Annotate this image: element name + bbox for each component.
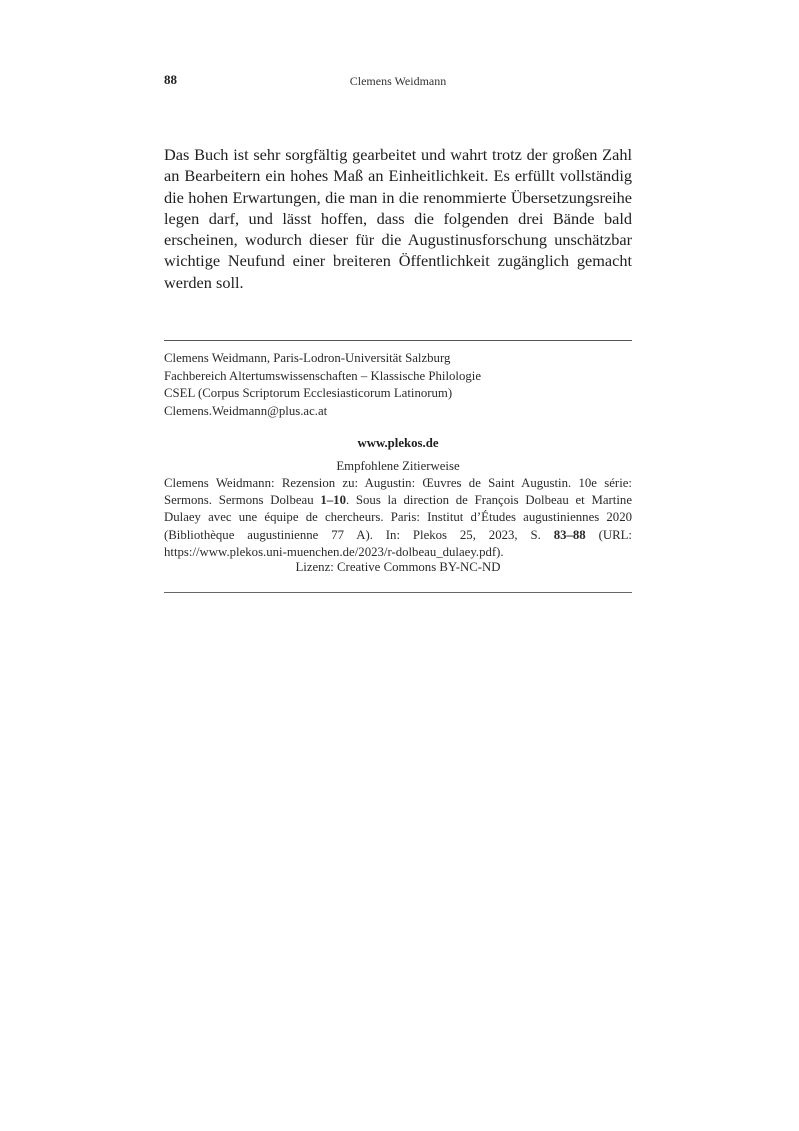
citation-part-3[interactable]: (URL: https://www.plekos.uni-muenchen.de/2023/r-dolbeau_dulaey.pdf). <box>164 527 632 559</box>
separator-top <box>164 340 632 341</box>
affiliation-email[interactable]: Clemens.Weidmann@plus.ac.at <box>164 403 328 418</box>
site-link[interactable]: www.plekos.de <box>357 436 439 450</box>
citation-text <box>164 475 632 561</box>
affiliation-department: Fachbereich Altertumswissenschaften – Klassische Philologie <box>164 368 482 383</box>
running-head: Clemens Weidmann <box>349 74 447 88</box>
affiliation-name: Clemens Weidmann, Paris-Lodron-Universität Salzburg <box>164 351 451 365</box>
affiliation-project: CSEL (Corpus Scriptorum Ecclesiasticorum Latinorum) <box>164 386 453 400</box>
license-text: Lizenz: Creative Commons BY-NC-ND <box>295 560 501 574</box>
citation-part-1: Clemens Weidmann: Rezension zu: Augustin: Œuvres de Saint Augustin. 10e série: Sermons. Sermons Dolbeau <box>164 476 632 508</box>
author-affiliation <box>164 350 632 420</box>
citation-sermon-range: 1–10 <box>320 493 346 508</box>
citation-heading: Empfohlene Zitierweise <box>336 459 460 473</box>
separator-bottom <box>164 592 632 593</box>
body-paragraph: Das Buch ist sehr sorgfältig gearbeitet und wahrt trotz der großen Zahl an Bearbeitern ein hohes Maß an Einheitlichkeit. Es erfüllt vollständig die hohen Erwartungen, die man in die renommierte Übersetzungsreihe legen darf, und lässt hoffen, dass die folgenden drei Bände bald erscheinen, wodurch dieser für die Augustinusforschung unschätzbar wichtige Neufund einer breiteren Öffentlichkeit zugänglich gemacht werden soll. <box>164 145 632 292</box>
page-header <box>164 72 632 92</box>
citation-part-2: . Sous la direction de François Dolbeau et Martine Dulaey avec une équipe de chercheurs. Paris: Institut d’Études augustiniennes 2020 (Bibliothèque augustinienne 77 A). In: Plekos 25, 2023, S. <box>164 493 632 542</box>
citation-page-range: 83–88 <box>553 527 586 542</box>
page-number: 88 <box>164 72 177 87</box>
